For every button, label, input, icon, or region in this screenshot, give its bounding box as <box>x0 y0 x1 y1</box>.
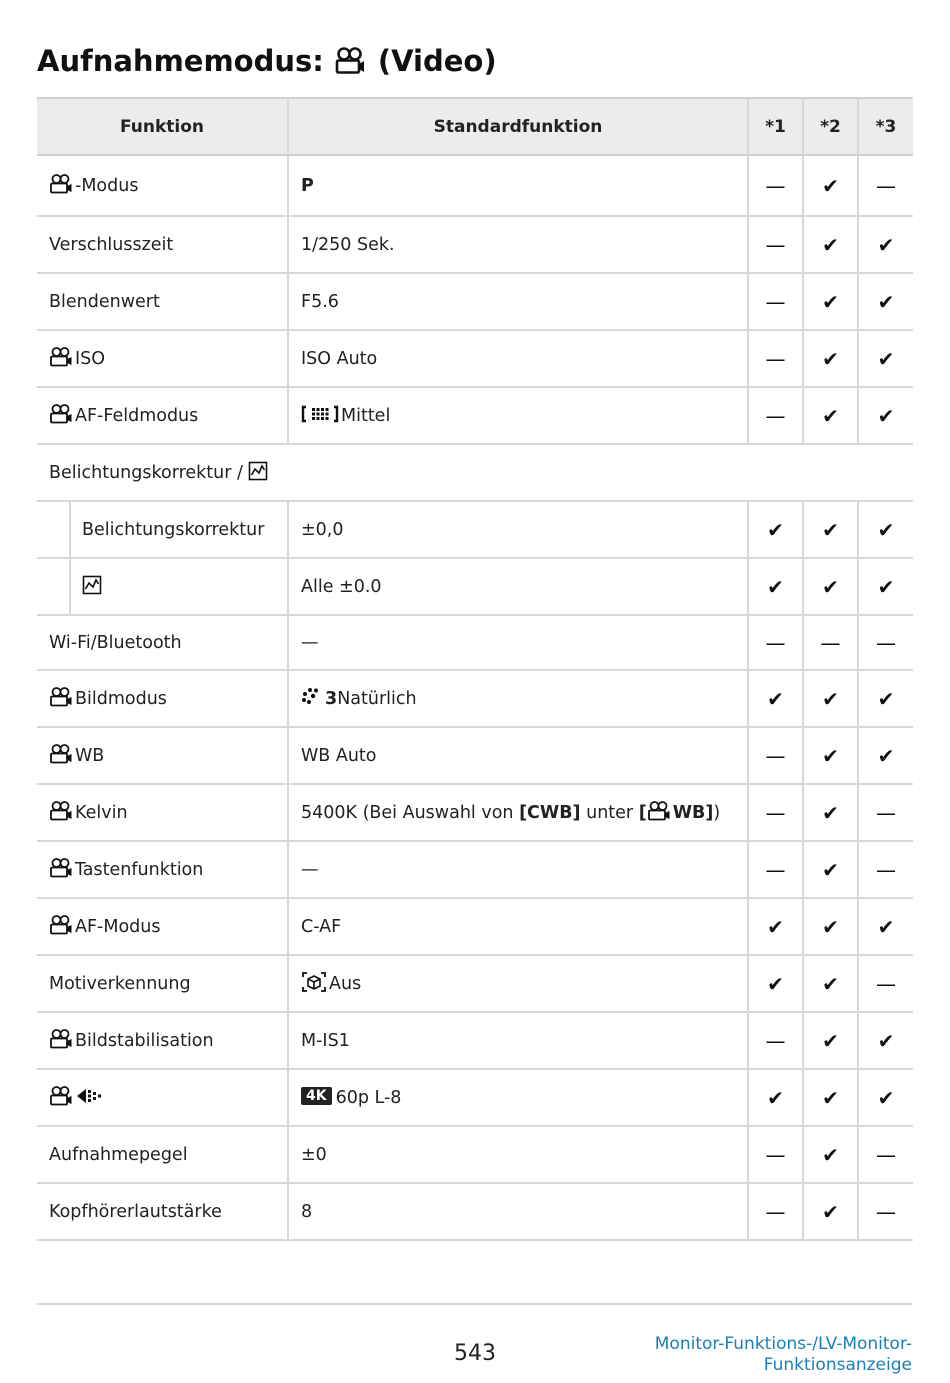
table-row: AF-Modus C-AF ✔ ✔ ✔ <box>37 898 913 955</box>
table-row: Kelvin 5400K (Bei Auswahl von [CWB] unter [ WB]) — ✔ — <box>37 784 913 841</box>
video-icon <box>647 801 671 821</box>
video-icon <box>49 801 73 821</box>
settings-table <box>37 97 913 1241</box>
header-col1: *1 <box>748 98 803 155</box>
header-funktion: Funktion <box>37 98 288 155</box>
table-row: Motiverkennung Aus ✔ ✔ — <box>37 955 913 1012</box>
table-row: Alle ±0.0 ✔ ✔ ✔ <box>37 558 913 615</box>
footer-divider <box>37 1303 912 1305</box>
table-row: Bildstabilisation M-IS1 — ✔ ✔ <box>37 1012 913 1069</box>
table-row: Aufnahmepegel ±0 — ✔ — <box>37 1126 913 1183</box>
header-col2: *2 <box>803 98 858 155</box>
table-row: Bildmodus 3Natürlich ✔ ✔ ✔ <box>37 670 913 727</box>
table-row: Verschlusszeit 1/250 Sek. — ✔ ✔ <box>37 216 913 273</box>
page-number: 543 <box>454 1341 496 1366</box>
video-icon <box>49 687 73 707</box>
section-link[interactable]: Monitor-Funktions-/LV-Monitor- Funktionsanzeige <box>654 1334 912 1375</box>
subject-detection-icon <box>301 971 327 993</box>
af-area-icon <box>301 404 339 424</box>
video-icon <box>49 744 73 764</box>
video-icon <box>49 347 73 367</box>
table-row: Belichtungskorrektur ±0,0 ✔ ✔ ✔ <box>37 501 913 558</box>
video-icon <box>49 858 73 878</box>
video-icon <box>49 1086 73 1106</box>
picture-mode-icon <box>301 687 323 707</box>
table-row: Blendenwert F5.6 — ✔ ✔ <box>37 273 913 330</box>
video-quality-icon <box>75 1087 105 1105</box>
4k-badge: 4K <box>301 1087 332 1105</box>
table-row: Tastenfunktion — — ✔ — <box>37 841 913 898</box>
header-col3: *3 <box>858 98 913 155</box>
table-row: 4K 60p L-8 ✔ ✔ ✔ <box>37 1069 913 1126</box>
video-icon <box>49 1029 73 1049</box>
video-icon <box>49 174 73 194</box>
exposure-shift-icon <box>248 461 268 481</box>
video-icon <box>49 915 73 935</box>
table-row: WB WB Auto — ✔ ✔ <box>37 727 913 784</box>
table-row: -Modus P — ✔ — <box>37 155 913 216</box>
video-icon <box>49 404 73 424</box>
table-row: Wi-Fi/Bluetooth — — — — <box>37 615 913 670</box>
table-row: Kopfhörerlautstärke 8 — ✔ — <box>37 1183 913 1240</box>
page-title: Aufnahmemodus: (Video) <box>37 44 497 78</box>
table-row: ISO ISO Auto — ✔ ✔ <box>37 330 913 387</box>
table-row: AF-Feldmodus Mittel — ✔ ✔ <box>37 387 913 444</box>
table-row-group: Belichtungskorrektur / <box>37 444 913 501</box>
video-camera-icon <box>334 47 366 75</box>
header-standardfunktion: Standardfunktion <box>288 98 748 155</box>
table-header-row <box>37 98 913 155</box>
exposure-shift-icon <box>82 575 102 595</box>
